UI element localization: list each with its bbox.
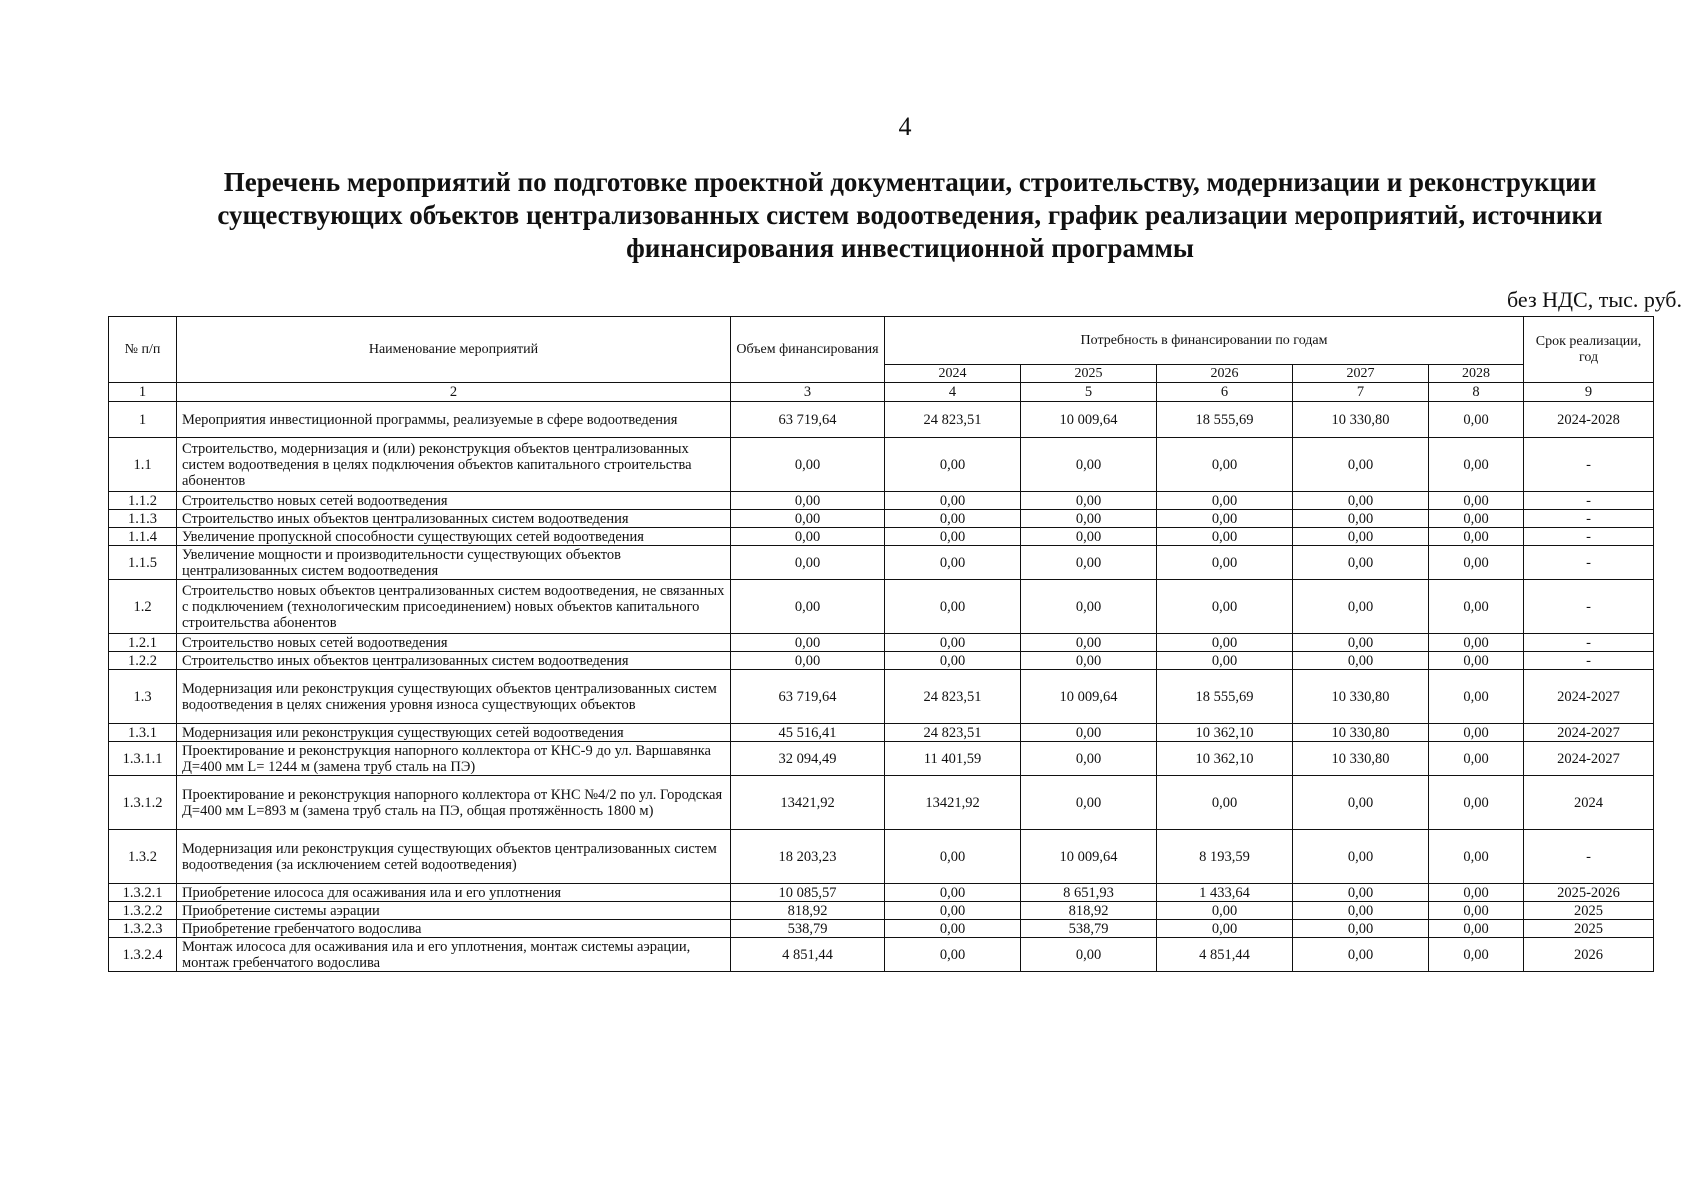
financing-volume: 63 719,64 — [731, 402, 885, 438]
need-2027: 0,00 — [1293, 438, 1429, 492]
need-2025: 0,00 — [1021, 724, 1157, 742]
financing-volume: 0,00 — [731, 634, 885, 652]
row-number: 1.3.2.2 — [109, 902, 177, 920]
need-2025: 10 009,64 — [1021, 402, 1157, 438]
row-number: 1.2.1 — [109, 634, 177, 652]
need-2026: 1 433,64 — [1157, 884, 1293, 902]
financing-volume: 4 851,44 — [731, 938, 885, 972]
header-year: 2028 — [1429, 365, 1524, 383]
header-year: 2024 — [885, 365, 1021, 383]
need-2026: 0,00 — [1157, 438, 1293, 492]
need-2025: 0,00 — [1021, 742, 1157, 776]
need-2026: 4 851,44 — [1157, 938, 1293, 972]
header-name: Наименование мероприятий — [177, 317, 731, 383]
need-2025: 10 009,64 — [1021, 670, 1157, 724]
title-line: финансирования инвестиционной программы — [626, 233, 1194, 263]
table-row — [109, 634, 1654, 652]
implementation-term: - — [1524, 438, 1654, 492]
row-number: 1.1.5 — [109, 546, 177, 580]
need-2028: 0,00 — [1429, 528, 1524, 546]
measure-name: Строительство иных объектов централизованных систем водоотведения — [177, 652, 731, 670]
row-number: 1.3.2.3 — [109, 920, 177, 938]
implementation-term: - — [1524, 510, 1654, 528]
need-2028: 0,00 — [1429, 724, 1524, 742]
header-year: 2025 — [1021, 365, 1157, 383]
need-2026: 0,00 — [1157, 528, 1293, 546]
row-number: 1.3 — [109, 670, 177, 724]
need-2025: 0,00 — [1021, 776, 1157, 830]
need-2024: 0,00 — [885, 510, 1021, 528]
column-number-row — [109, 383, 1654, 402]
row-number: 1.3.1.1 — [109, 742, 177, 776]
financing-volume: 0,00 — [731, 652, 885, 670]
need-2026: 10 362,10 — [1157, 724, 1293, 742]
need-2025: 8 651,93 — [1021, 884, 1157, 902]
need-2027: 0,00 — [1293, 776, 1429, 830]
measure-name: Строительство новых объектов централизованных систем водоотведения, не связанных с подключением (технологическим присоединением) новых объектов капитального строительства абонентов — [177, 580, 731, 634]
row-number: 1.3.2.1 — [109, 884, 177, 902]
financing-volume: 0,00 — [731, 492, 885, 510]
financing-volume: 63 719,64 — [731, 670, 885, 724]
need-2024: 11 401,59 — [885, 742, 1021, 776]
table-row — [109, 670, 1654, 724]
financing-volume: 0,00 — [731, 580, 885, 634]
implementation-term: 2024-2027 — [1524, 670, 1654, 724]
row-number: 1.1.3 — [109, 510, 177, 528]
need-2024: 0,00 — [885, 528, 1021, 546]
row-number: 1.2.2 — [109, 652, 177, 670]
implementation-term: 2024-2027 — [1524, 724, 1654, 742]
row-number: 1.2 — [109, 580, 177, 634]
financing-volume: 818,92 — [731, 902, 885, 920]
need-2025: 0,00 — [1021, 546, 1157, 580]
title-line: Перечень мероприятий по подготовке проектной документации, строительству, модернизации и реконструкции — [223, 167, 1597, 197]
table-row — [109, 830, 1654, 884]
implementation-term: - — [1524, 580, 1654, 634]
need-2025: 0,00 — [1021, 438, 1157, 492]
need-2024: 13421,92 — [885, 776, 1021, 830]
implementation-term: 2025-2026 — [1524, 884, 1654, 902]
table-row — [109, 920, 1654, 938]
page-number: 4 — [898, 112, 912, 141]
need-2024: 24 823,51 — [885, 724, 1021, 742]
need-2027: 10 330,80 — [1293, 402, 1429, 438]
document-title — [160, 166, 1660, 265]
need-2026: 0,00 — [1157, 920, 1293, 938]
implementation-term: 2025 — [1524, 902, 1654, 920]
column-number: 7 — [1293, 383, 1429, 402]
table-row — [109, 510, 1654, 528]
implementation-term: 2024-2028 — [1524, 402, 1654, 438]
row-number: 1 — [109, 402, 177, 438]
need-2024: 0,00 — [885, 652, 1021, 670]
need-2028: 0,00 — [1429, 580, 1524, 634]
header-need-by-years: Потребность в финансировании по годам — [885, 317, 1524, 365]
table-row — [109, 528, 1654, 546]
need-2025: 0,00 — [1021, 938, 1157, 972]
table-row — [109, 652, 1654, 670]
units-note: без НДС, тыс. руб. — [1507, 287, 1682, 312]
measure-name: Монтаж илососа для осаживания ила и его уплотнения, монтаж системы аэрации, монтаж гребенчатого водослива — [177, 938, 731, 972]
measure-name: Строительство иных объектов централизованных систем водоотведения — [177, 510, 731, 528]
need-2027: 10 330,80 — [1293, 742, 1429, 776]
financing-volume: 538,79 — [731, 920, 885, 938]
need-2026: 0,00 — [1157, 776, 1293, 830]
need-2028: 0,00 — [1429, 510, 1524, 528]
need-2028: 0,00 — [1429, 670, 1524, 724]
implementation-term: 2026 — [1524, 938, 1654, 972]
measure-name: Модернизация или реконструкция существующих объектов централизованных систем водоотведения (за исключением сетей водоотведения) — [177, 830, 731, 884]
header-num: № п/п — [109, 317, 177, 383]
need-2025: 0,00 — [1021, 652, 1157, 670]
need-2027: 0,00 — [1293, 920, 1429, 938]
need-2027: 10 330,80 — [1293, 670, 1429, 724]
need-2028: 0,00 — [1429, 492, 1524, 510]
financing-volume: 13421,92 — [731, 776, 885, 830]
need-2027: 0,00 — [1293, 652, 1429, 670]
measure-name: Мероприятия инвестиционной программы, реализуемые в сфере водоотведения — [177, 402, 731, 438]
table-row — [109, 402, 1654, 438]
implementation-term: 2025 — [1524, 920, 1654, 938]
row-number: 1.1.2 — [109, 492, 177, 510]
need-2024: 0,00 — [885, 920, 1021, 938]
need-2025: 10 009,64 — [1021, 830, 1157, 884]
table-body — [109, 402, 1654, 972]
need-2024: 0,00 — [885, 884, 1021, 902]
table-row — [109, 742, 1654, 776]
financing-volume: 45 516,41 — [731, 724, 885, 742]
header-year: 2027 — [1293, 365, 1429, 383]
implementation-term: - — [1524, 830, 1654, 884]
table-row — [109, 438, 1654, 492]
need-2026: 0,00 — [1157, 492, 1293, 510]
need-2028: 0,00 — [1429, 884, 1524, 902]
header-year: 2026 — [1157, 365, 1293, 383]
need-2025: 818,92 — [1021, 902, 1157, 920]
need-2028: 0,00 — [1429, 902, 1524, 920]
financing-volume: 18 203,23 — [731, 830, 885, 884]
need-2028: 0,00 — [1429, 634, 1524, 652]
need-2024: 0,00 — [885, 546, 1021, 580]
implementation-term: 2024 — [1524, 776, 1654, 830]
need-2026: 18 555,69 — [1157, 670, 1293, 724]
measure-name: Проектирование и реконструкция напорного коллектора от КНС-9 до ул. Варшавянка Д=400 мм L= 1244 м (замена труб сталь на ПЭ) — [177, 742, 731, 776]
row-number: 1.3.2 — [109, 830, 177, 884]
measure-name: Приобретение системы аэрации — [177, 902, 731, 920]
financing-volume: 0,00 — [731, 510, 885, 528]
need-2027: 0,00 — [1293, 546, 1429, 580]
need-2025: 0,00 — [1021, 492, 1157, 510]
need-2028: 0,00 — [1429, 742, 1524, 776]
need-2028: 0,00 — [1429, 830, 1524, 884]
need-2027: 10 330,80 — [1293, 724, 1429, 742]
need-2028: 0,00 — [1429, 776, 1524, 830]
need-2024: 0,00 — [885, 580, 1021, 634]
financing-volume: 0,00 — [731, 438, 885, 492]
need-2028: 0,00 — [1429, 438, 1524, 492]
financing-volume: 0,00 — [731, 546, 885, 580]
measure-name: Проектирование и реконструкция напорного коллектора от КНС №4/2 по ул. Городская Д=400 мм L=893 м (замена труб сталь на ПЭ, общая протяжённость 1800 м) — [177, 776, 731, 830]
table-row — [109, 492, 1654, 510]
measure-name: Приобретение гребенчатого водослива — [177, 920, 731, 938]
implementation-term: 2024-2027 — [1524, 742, 1654, 776]
need-2026: 18 555,69 — [1157, 402, 1293, 438]
need-2026: 0,00 — [1157, 510, 1293, 528]
need-2027: 0,00 — [1293, 528, 1429, 546]
measure-name: Строительство новых сетей водоотведения — [177, 492, 731, 510]
need-2028: 0,00 — [1429, 652, 1524, 670]
implementation-term: - — [1524, 546, 1654, 580]
table-header — [109, 317, 1654, 402]
title-line: существующих объектов централизованных систем водоотведения, график реализации мероприятий, источники — [217, 200, 1603, 230]
column-number: 2 — [177, 383, 731, 402]
measure-name: Строительство новых сетей водоотведения — [177, 634, 731, 652]
row-number: 1.3.2.4 — [109, 938, 177, 972]
table-row — [109, 580, 1654, 634]
measure-name: Модернизация или реконструкция существующих объектов централизованных систем водоотведения в целях снижения уровня износа существующих объектов — [177, 670, 731, 724]
column-number: 4 — [885, 383, 1021, 402]
need-2026: 0,00 — [1157, 634, 1293, 652]
need-2027: 0,00 — [1293, 492, 1429, 510]
financing-volume: 10 085,57 — [731, 884, 885, 902]
table-row — [109, 938, 1654, 972]
need-2026: 0,00 — [1157, 652, 1293, 670]
measure-name: Увеличение мощности и производительности существующих объектов централизованных систем водоотведения — [177, 546, 731, 580]
measure-name: Модернизация или реконструкция существующих сетей водоотведения — [177, 724, 731, 742]
row-number: 1.1 — [109, 438, 177, 492]
need-2024: 0,00 — [885, 830, 1021, 884]
column-number: 8 — [1429, 383, 1524, 402]
need-2026: 0,00 — [1157, 580, 1293, 634]
row-number: 1.1.4 — [109, 528, 177, 546]
header-term: Срок реализации, год — [1524, 317, 1654, 383]
need-2024: 24 823,51 — [885, 670, 1021, 724]
need-2027: 0,00 — [1293, 830, 1429, 884]
need-2027: 0,00 — [1293, 938, 1429, 972]
implementation-term: - — [1524, 652, 1654, 670]
need-2025: 0,00 — [1021, 580, 1157, 634]
implementation-term: - — [1524, 634, 1654, 652]
need-2025: 0,00 — [1021, 510, 1157, 528]
measures-table — [108, 316, 1654, 972]
need-2027: 0,00 — [1293, 634, 1429, 652]
need-2026: 10 362,10 — [1157, 742, 1293, 776]
table-row — [109, 884, 1654, 902]
header-volume: Объем финансирования — [731, 317, 885, 383]
measure-name: Увеличение пропускной способности существующих сетей водоотведения — [177, 528, 731, 546]
need-2028: 0,00 — [1429, 938, 1524, 972]
need-2026: 0,00 — [1157, 546, 1293, 580]
column-number: 6 — [1157, 383, 1293, 402]
need-2024: 0,00 — [885, 492, 1021, 510]
table-row — [109, 902, 1654, 920]
implementation-term: - — [1524, 528, 1654, 546]
measure-name: Приобретение илососа для осаживания ила и его уплотнения — [177, 884, 731, 902]
need-2025: 538,79 — [1021, 920, 1157, 938]
financing-volume: 0,00 — [731, 528, 885, 546]
need-2024: 0,00 — [885, 634, 1021, 652]
need-2024: 0,00 — [885, 938, 1021, 972]
need-2026: 8 193,59 — [1157, 830, 1293, 884]
need-2026: 0,00 — [1157, 902, 1293, 920]
need-2025: 0,00 — [1021, 528, 1157, 546]
need-2028: 0,00 — [1429, 920, 1524, 938]
need-2024: 0,00 — [885, 438, 1021, 492]
need-2028: 0,00 — [1429, 402, 1524, 438]
table-row — [109, 724, 1654, 742]
financing-volume: 32 094,49 — [731, 742, 885, 776]
need-2024: 24 823,51 — [885, 402, 1021, 438]
column-number: 5 — [1021, 383, 1157, 402]
table-row — [109, 776, 1654, 830]
need-2027: 0,00 — [1293, 580, 1429, 634]
need-2027: 0,00 — [1293, 884, 1429, 902]
column-number: 9 — [1524, 383, 1654, 402]
need-2027: 0,00 — [1293, 510, 1429, 528]
need-2028: 0,00 — [1429, 546, 1524, 580]
column-number: 3 — [731, 383, 885, 402]
row-number: 1.3.1.2 — [109, 776, 177, 830]
need-2025: 0,00 — [1021, 634, 1157, 652]
column-number: 1 — [109, 383, 177, 402]
table-row — [109, 546, 1654, 580]
implementation-term: - — [1524, 492, 1654, 510]
row-number: 1.3.1 — [109, 724, 177, 742]
measure-name: Строительство, модернизация и (или) реконструкция объектов централизованных систем водоотведения в целях подключения объектов капитального строительства абонентов — [177, 438, 731, 492]
need-2024: 0,00 — [885, 902, 1021, 920]
need-2027: 0,00 — [1293, 902, 1429, 920]
